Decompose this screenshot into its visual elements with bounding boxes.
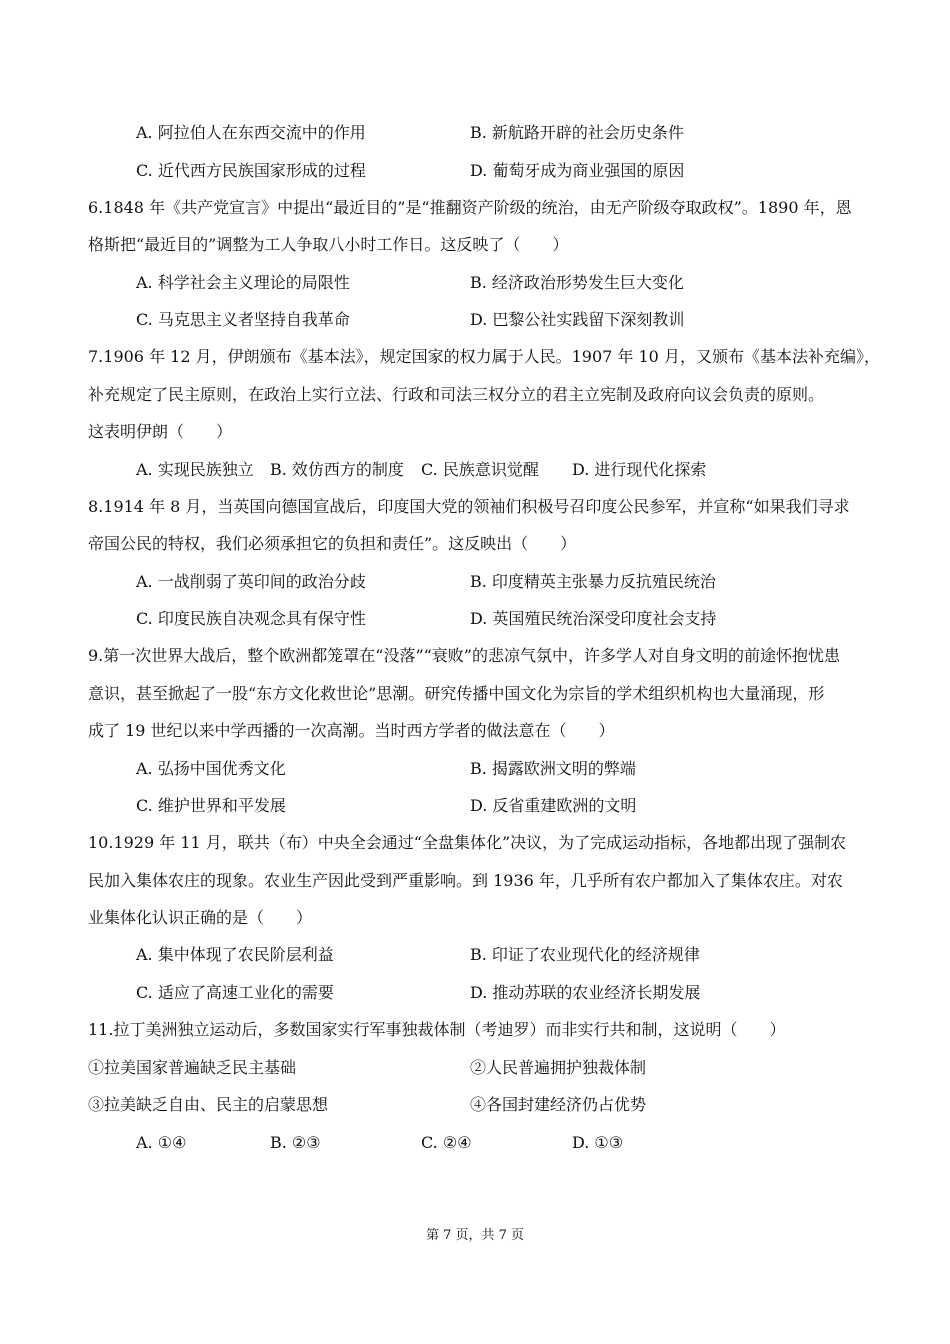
- q7-stem-line-1: 7.1906 年 12 月，伊朗颁布《基本法》，规定国家的权力属于人民。1907 年 10 月，又颁布《基本法补充编》，: [88, 347, 880, 366]
- page-number-footer: 第 7 页，共 7 页: [425, 1228, 525, 1243]
- q11-stem-line-1: 11.拉丁美洲独立运动后，多数国家实行军事独裁体制（考迪罗）而非实行共和制，这说明（ ）: [88, 1020, 786, 1039]
- q9-option-c: C. 维护世界和平发展: [136, 796, 286, 815]
- q9-stem-line-3: 成了 19 世纪以来中学西播的一次高潮。当时西方学者的做法意在（ ）: [88, 721, 615, 740]
- q6-option-c: C. 马克思主义者坚持自我革命: [136, 310, 350, 329]
- q7-option-a: A. 实现民族独立: [136, 460, 254, 479]
- q11-statement-3: ③拉美缺乏自由、民主的启蒙思想: [88, 1095, 329, 1114]
- q5-option-c: C. 近代西方民族国家形成的过程: [136, 161, 366, 180]
- q9-option-b: B. 揭露欧洲文明的弊端: [470, 759, 636, 778]
- q8-option-c: C. 印度民族自决观念具有保守性: [136, 609, 366, 628]
- q8-option-d: D. 英国殖民统治深受印度社会支持: [470, 609, 717, 628]
- q9-option-d: D. 反省重建欧洲的文明: [470, 796, 637, 815]
- q6-option-a: A. 科学社会主义理论的局限性: [136, 273, 350, 292]
- q6-option-d: D. 巴黎公社实践留下深刻教训: [470, 310, 685, 329]
- q11-option-d: D. ①③: [572, 1133, 624, 1152]
- q10-option-a: A. 集中体现了农民阶层利益: [136, 945, 334, 964]
- q9-stem-line-1: 9.第一次世界大战后，整个欧洲都笼罩在“没落”“衰败”的悲凉气氛中，许多学人对自身文明的前途怀抱忧患: [88, 646, 840, 665]
- q10-option-d: D. 推动苏联的农业经济长期发展: [470, 983, 701, 1002]
- q8-stem-line-1: 8.1914 年 8 月，当英国向德国宣战后，印度国大党的领袖们积极号召印度公民参军，并宣称“如果我们寻求: [88, 497, 850, 516]
- q8-option-b: B. 印度精英主张暴力反抗殖民统治: [470, 572, 716, 591]
- q5-option-b: B. 新航路开辟的社会历史条件: [470, 123, 684, 142]
- q8-option-a: A. 一战削弱了英印间的政治分歧: [136, 572, 366, 591]
- q6-stem-line-1: 6.1848 年《共产党宣言》中提出“最近目的”是“推翻资产阶级的统治，由无产阶级夺取政权”。1890 年，恩: [88, 198, 852, 217]
- q9-option-a: A. 弘扬中国优秀文化: [136, 759, 286, 778]
- q7-stem-line-2: 补充规定了民主原则，在政治上实行立法、行政和司法三权分立的君主立宪制及政府向议会负责的原则。: [88, 385, 825, 404]
- q10-stem-line-1: 10.1929 年 11 月，联共（布）中央全会通过“全盘集体化”决议，为了完成运动指标，各地都出现了强制农: [88, 833, 847, 852]
- q11-statement-2: ②人民普遍拥护独裁体制: [470, 1058, 647, 1077]
- q10-option-b: B. 印证了农业现代化的经济规律: [470, 945, 700, 964]
- q10-option-c: C. 适应了高速工业化的需要: [136, 983, 334, 1002]
- q11-option-a: A. ①④: [136, 1133, 187, 1152]
- q6-option-b: B. 经济政治形势发生巨大变化: [470, 273, 684, 292]
- q10-stem-line-3: 业集体化认识正确的是（ ）: [88, 908, 313, 927]
- q7-option-b: B. 效仿西方的制度: [270, 460, 404, 479]
- q8-stem-line-2: 帝国公民的特权，我们必须承担它的负担和责任”。这反映出（ ）: [88, 534, 577, 553]
- q9-stem-line-2: 意识，甚至掀起了一股“东方文化救世论”思潮。研究传播中国文化为宗旨的学术组织机构也大量涌现，形: [88, 684, 825, 703]
- q11-option-c: C. ②④: [421, 1133, 472, 1152]
- q6-stem-line-2: 格斯把“最近目的”调整为工人争取八小时工作日。这反映了（ ）: [88, 235, 569, 254]
- q5-option-d: D. 葡萄牙成为商业强国的原因: [470, 161, 685, 180]
- q7-option-c: C. 民族意识觉醒: [421, 460, 539, 479]
- q5-option-a: A. 阿拉伯人在东西交流中的作用: [136, 123, 366, 142]
- q10-stem-line-2: 民加入集体农庄的现象。农业生产因此受到严重影响。到 1936 年，几乎所有农户都加入了集体农庄。对农: [88, 871, 843, 890]
- q11-statement-4: ④各国封建经济仍占优势: [470, 1095, 647, 1114]
- q11-option-b: B. ②③: [270, 1133, 321, 1152]
- q7-stem-line-3: 这表明伊朗（ ）: [88, 422, 233, 441]
- q11-statement-1: ①拉美国家普遍缺乏民主基础: [88, 1058, 297, 1077]
- q7-option-d: D. 进行现代化探索: [572, 460, 707, 479]
